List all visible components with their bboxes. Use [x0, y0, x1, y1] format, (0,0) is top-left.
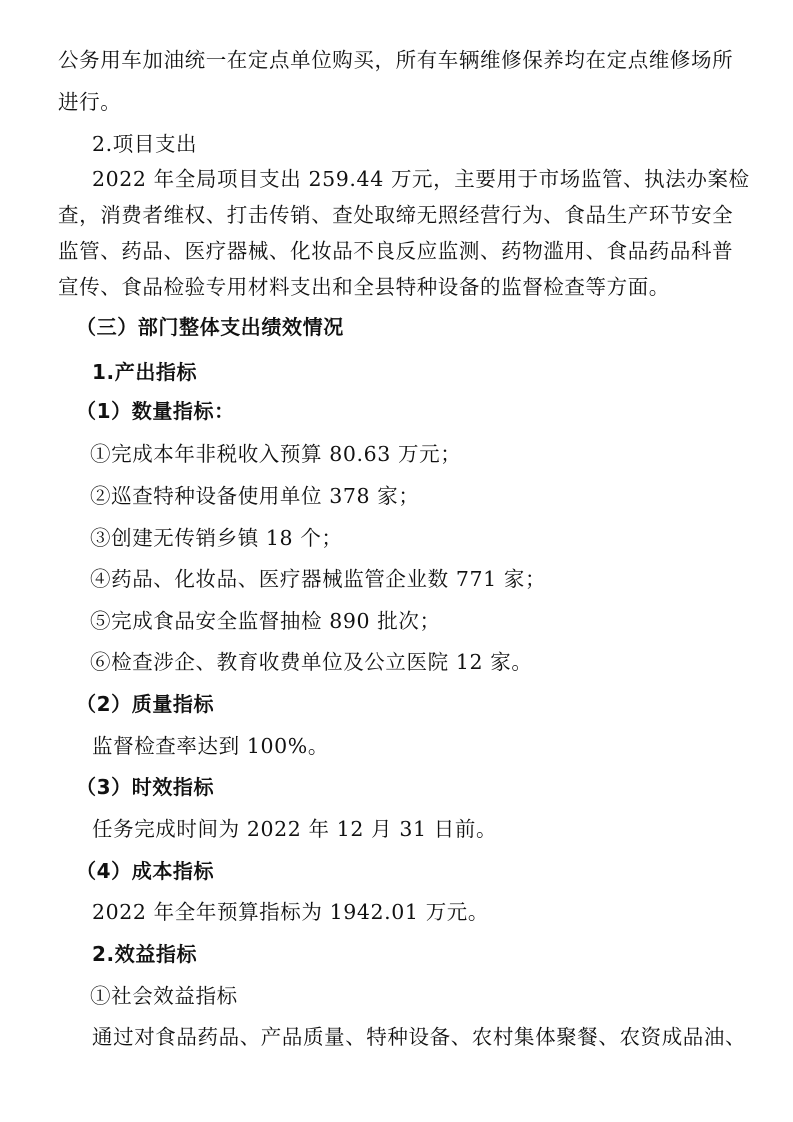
- subsection-heading: （3）时效指标: [76, 775, 215, 799]
- list-item: ②巡查特种设备使用单位 378 家；: [90, 484, 420, 508]
- list-item: ①社会效益指标: [90, 984, 238, 1008]
- subsection-heading: （4）成本指标: [76, 859, 215, 883]
- paragraph-line: 监督检查率达到 100%。: [92, 734, 329, 758]
- section-heading: 2.项目支出: [92, 132, 198, 156]
- subsection-heading: （2）质量指标: [76, 692, 215, 716]
- subsection-heading: 2.效益指标: [92, 942, 198, 966]
- paragraph-line: 2022 年全年预算指标为 1942.01 万元。: [92, 900, 489, 924]
- list-item: ⑥检查涉企、教育收费单位及公立医院 12 家。: [90, 650, 533, 674]
- subsection-heading: 1.产出指标: [92, 360, 198, 384]
- section-heading: （三）部门整体支出绩效情况: [76, 315, 344, 339]
- paragraph-line: 宣传、食品检验专用材料支出和全县特种设备的监督检查等方面。: [58, 275, 670, 299]
- paragraph-line: 公务用车加油统一在定点单位购买，所有车辆维修保养均在定点维修场所: [58, 48, 734, 72]
- paragraph-line: 任务完成时间为 2022 年 12 月 31 日前。: [92, 817, 498, 841]
- paragraph-line: 监管、药品、医疗器械、化妆品不良反应监测、药物滥用、食品药品科普: [58, 239, 734, 263]
- paragraph-line: 查，消费者维权、打击传销、查处取缔无照经营行为、食品生产环节安全: [58, 203, 734, 227]
- paragraph-line: 进行。: [58, 90, 122, 114]
- list-item: ③创建无传销乡镇 18 个；: [90, 526, 343, 550]
- list-item: ⑤完成食品安全监督抽检 890 批次；: [90, 609, 441, 633]
- subsection-heading: （1）数量指标：: [76, 399, 235, 423]
- paragraph-line: 通过对食品药品、产品质量、特种设备、农村集体聚餐、农资成品油、: [92, 1025, 747, 1049]
- list-item: ①完成本年非税收入预算 80.63 万元；: [90, 442, 462, 466]
- list-item: ④药品、化妆品、医疗器械监管企业数 771 家；: [90, 567, 547, 591]
- paragraph-line: 2022 年全局项目支出 259.44 万元，主要用于市场监管、执法办案检: [92, 167, 750, 191]
